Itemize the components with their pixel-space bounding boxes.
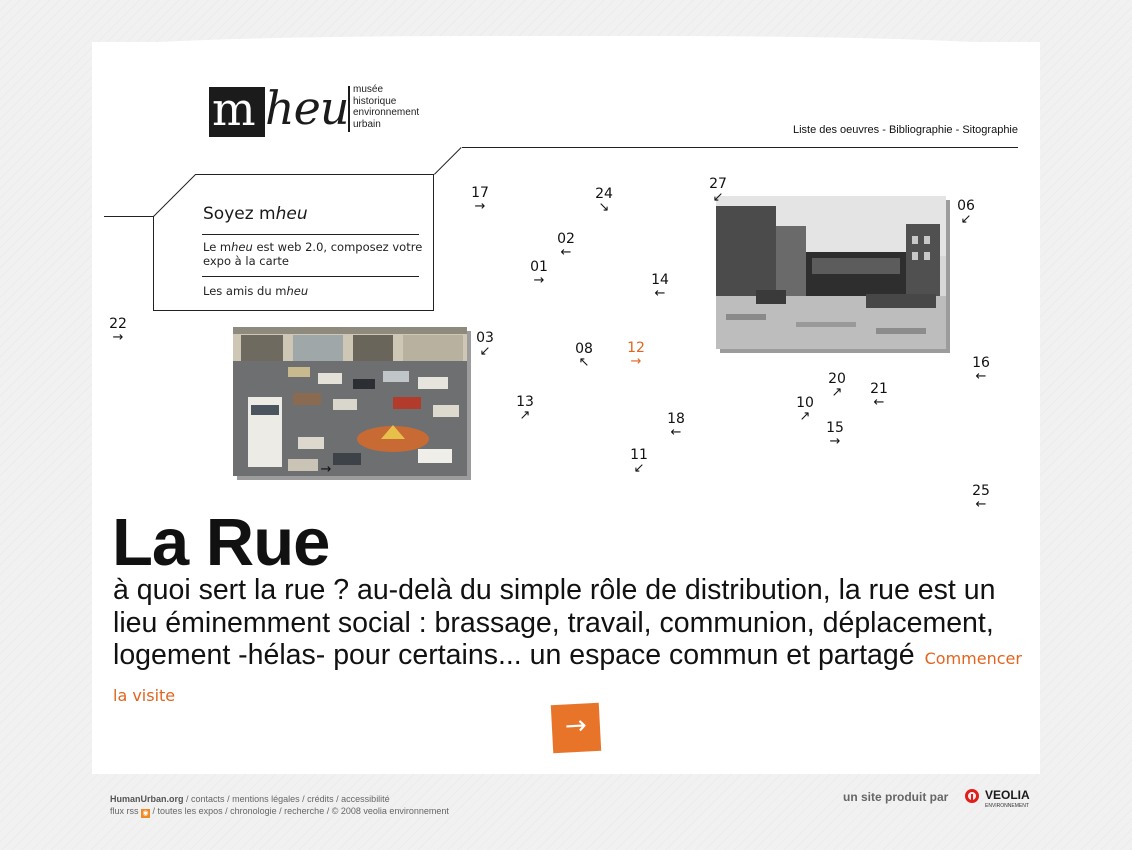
footer-link-accessibilite[interactable]: accessibilité	[341, 794, 390, 804]
logo-tagline-line: historique	[353, 95, 397, 107]
sidebar-text-italic: heu	[231, 240, 253, 254]
arrow-right-icon: →	[829, 434, 841, 449]
amis-link-text: Les amis du m	[203, 284, 287, 298]
expo-number: 24	[595, 186, 613, 202]
expo-number: 16	[972, 355, 990, 371]
left-rule	[104, 216, 154, 217]
expo-link-24[interactable]	[591, 186, 617, 213]
arrow-right-icon: →	[474, 199, 486, 214]
arrow-right-icon: →	[564, 710, 588, 742]
expo-link-17[interactable]	[467, 185, 493, 212]
nav-separator: -	[952, 124, 963, 136]
expo-link-03[interactable]	[472, 330, 498, 357]
expo-number: 12	[627, 340, 645, 356]
nav-link-sitographie[interactable]: Sitographie	[962, 124, 1018, 136]
arrow-up-right-icon: ↗	[831, 385, 843, 400]
arrow-down-left-icon: ↙	[712, 190, 724, 205]
logo-tagline-line: environnement	[353, 107, 420, 118]
expo-number: 20	[828, 371, 846, 387]
expo-number: 15	[826, 420, 844, 436]
sidebar-text	[203, 240, 423, 268]
logo-divider	[348, 86, 350, 132]
veolia-icon	[965, 789, 979, 803]
nav-link-oeuvres[interactable]: Liste des oeuvres	[792, 124, 880, 136]
expo-number: 25	[972, 483, 990, 499]
expo-number: 02	[557, 231, 575, 247]
arrow-down-left-icon: ↙	[960, 212, 972, 227]
footer-link-chronologie[interactable]: chronologie	[230, 806, 277, 816]
expo-link-hidden[interactable]	[313, 464, 339, 475]
expo-number: 11	[630, 447, 648, 463]
expo-link-06[interactable]	[953, 198, 979, 225]
arrow-left-icon: ←	[560, 245, 572, 260]
veolia-subtitle: ENVIRONNEMENT	[985, 803, 1029, 809]
expo-link-14[interactable]	[647, 272, 673, 299]
expo-link-21[interactable]	[866, 381, 892, 408]
expo-link-22[interactable]	[105, 316, 131, 343]
logo-box-letter: m	[212, 82, 254, 136]
sidebar-box	[153, 174, 434, 310]
arrow-up-right-icon: ↗	[799, 409, 811, 424]
sidebar-text-part: Le m	[203, 240, 232, 254]
arrow-up-left-icon: ↖	[578, 355, 590, 370]
start-visit-button[interactable]	[551, 703, 601, 753]
sidebar-divider	[202, 276, 419, 277]
nav-rule	[462, 147, 1018, 148]
description-text: à quoi sert la rue ? au-delà du simple rôle de distribution, la rue est un lieu éminemment social : brassage, travail, communion, déplacement, logement -hélas- pour certains... un espace commun et partagé	[113, 574, 996, 671]
expo-number: 03	[476, 330, 494, 346]
sidebar-title-text: Soyez m	[203, 204, 276, 224]
expo-number: 10	[796, 395, 814, 411]
footer-copyright: © 2008 veolia environnement	[331, 806, 449, 816]
expo-link-16[interactable]	[968, 355, 994, 382]
page-title: La Rue	[112, 505, 330, 580]
arrow-left-icon: ←	[873, 395, 885, 410]
footer	[110, 793, 449, 818]
photo-street-image	[716, 196, 946, 349]
arrow-right-icon: →	[630, 354, 642, 369]
arrow-down-left-icon: ↙	[633, 461, 645, 476]
footer-link-credits[interactable]: crédits	[307, 794, 334, 804]
arrow-down-right-icon: ↘	[598, 200, 610, 215]
arrow-left-icon: ←	[975, 369, 987, 384]
expo-link-02[interactable]	[553, 231, 579, 258]
footer-link-recherche[interactable]: recherche	[284, 806, 325, 816]
photo-traffic[interactable]	[233, 327, 467, 476]
nav-separator: -	[879, 124, 889, 136]
footer-link-expos[interactable]: toutes les expos	[157, 806, 223, 816]
arrow-left-icon: ←	[654, 286, 666, 301]
logo-tagline	[353, 84, 443, 130]
top-nav	[700, 124, 1018, 136]
expo-link-11[interactable]	[626, 447, 652, 474]
rss-icon[interactable]: ◉	[142, 810, 149, 817]
expo-link-18[interactable]	[663, 411, 689, 438]
expo-number: 06	[957, 198, 975, 214]
expo-number: 01	[530, 259, 548, 275]
expo-number: 18	[667, 411, 685, 427]
start-visit-link[interactable]: Commencer la visite	[113, 649, 1022, 705]
sidebar-divider	[202, 234, 419, 235]
expo-link-20[interactable]	[824, 371, 850, 398]
produced-by-label: un site produit par	[843, 790, 949, 804]
page-description	[113, 574, 1038, 712]
arrow-down-left-icon: ↙	[479, 344, 491, 359]
arrow-right-icon: →	[112, 330, 124, 345]
expo-number: 08	[575, 341, 593, 357]
logo-tagline-line: urbain	[353, 118, 381, 130]
footer-rss-link[interactable]: flux rss	[110, 806, 139, 816]
photo-traffic-image	[233, 327, 467, 476]
expo-link-12-active[interactable]	[623, 340, 649, 367]
arrow-left-icon: ←	[975, 497, 987, 512]
footer-site-link[interactable]: HumanUrban.org	[110, 794, 184, 804]
expo-number: 22	[109, 316, 127, 332]
arrow-up-right-icon: ↗	[519, 408, 531, 423]
logo-tagline-line: musée	[353, 84, 384, 95]
veolia-name: VEOLIA	[985, 788, 1030, 802]
expo-link-10[interactable]	[792, 395, 818, 422]
expo-number: 21	[870, 381, 888, 397]
photo-street-historic[interactable]	[716, 196, 946, 349]
footer-link-mentions[interactable]: mentions légales	[232, 794, 300, 804]
footer-line-1: HumanUrban.org / contacts / mentions légales / crédits / accessibilité	[110, 794, 390, 804]
expo-link-08[interactable]	[571, 341, 597, 368]
expo-link-27[interactable]	[705, 176, 731, 203]
expo-number: 17	[471, 185, 489, 201]
sidebar-text-part: est web 2.0, composez votre expo à la carte	[203, 240, 423, 268]
arrow-right-icon: →	[320, 462, 332, 477]
expo-link-15[interactable]	[822, 420, 848, 447]
expo-link-13[interactable]	[512, 394, 538, 421]
sidebar-title	[203, 204, 308, 224]
arrow-left-icon: ←	[670, 425, 682, 440]
expo-number: 14	[651, 272, 669, 288]
amis-link[interactable]	[203, 284, 308, 298]
arrow-right-icon: →	[533, 273, 545, 288]
expo-number: 27	[709, 176, 727, 192]
footer-line-2: flux rss ◉ / toutes les expos / chronologie / recherche / © 2008 veolia environnement	[110, 806, 449, 817]
veolia-logo[interactable]	[965, 788, 1055, 814]
expo-link-25[interactable]	[968, 483, 994, 510]
expo-link-01[interactable]	[526, 259, 552, 286]
logo-wordmark: heu	[265, 81, 349, 135]
expo-number: 13	[516, 394, 534, 410]
nav-link-bibliographie[interactable]: Bibliographie	[888, 124, 953, 136]
footer-link-contacts[interactable]: contacts	[191, 794, 225, 804]
amis-link-italic: heu	[286, 284, 309, 298]
sidebar-title-italic: heu	[275, 204, 308, 224]
